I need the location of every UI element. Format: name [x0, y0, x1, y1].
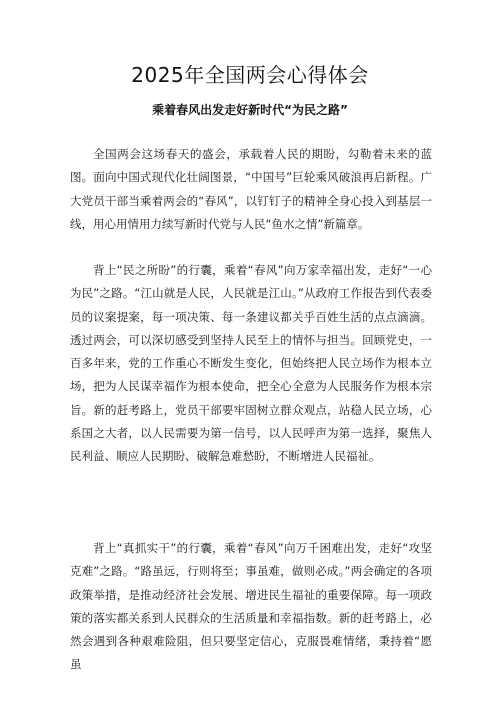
body-paragraph: 背上“真抓实干”的行囊，乘着“春风”向万千困难出发，走好“攻坚克难”之路。“路虽远，行则将至；事虽难，做则必成。”两会确定的各项政策举措，是推动经济社会发展、增进民生福祉的重要保障。每一项政策的落实都关系到人民群众的生活质量和幸福指数。新的赶考路上，必然会遇到各种艰难险阻，但只要坚定信心，克服畏难情绪，秉持着“愿虽 — [70, 541, 432, 672]
body-paragraph: 全国两会这场春天的盛会，承载着人民的期盼，勾勒着未来的蓝图。面向中国式现代化壮阔图景，“中国号”巨轮乘风破浪再启新程。广大党员干部当乘着两会的“春风”，以钉钉子的精神全身心投入到基层一线，用心用情用力续写新时代党与人民“鱼水之情”新篇章。 — [70, 147, 432, 231]
body-paragraph: 背上“民之所盼”的行囊，乘着“春风”向万家幸福出发，走好“一心为民”之路。“江山就是人民，人民就是江山。”从政府工作报告到代表委员的议案提案，每一项决策、每一条建议都关乎百姓生活的点点滴滴。透过两会，可以深切感受到坚持人民至上的情怀与担当。回顾党史，一百多年来，党的工作重心不断发生变化，但始终把人民立场作为根本立场，把为人民谋幸福作为根本使命，把全心全意为人民服务作为根本宗旨。新的赶考路上，党员干部要牢固树立群众观点，站稳人民立场，心系国之大者，以人民需要为第一信号，以人民呼声为第一选择，聚焦人民利益、顺应人民期盼、破解急难愁盼，不断增进人民福祉。 — [70, 263, 432, 464]
document-title: 2025年全国两会心得体会 — [131, 63, 369, 87]
document-subtitle: 乘着春风出发走好新时代“为民之路” — [152, 103, 348, 117]
